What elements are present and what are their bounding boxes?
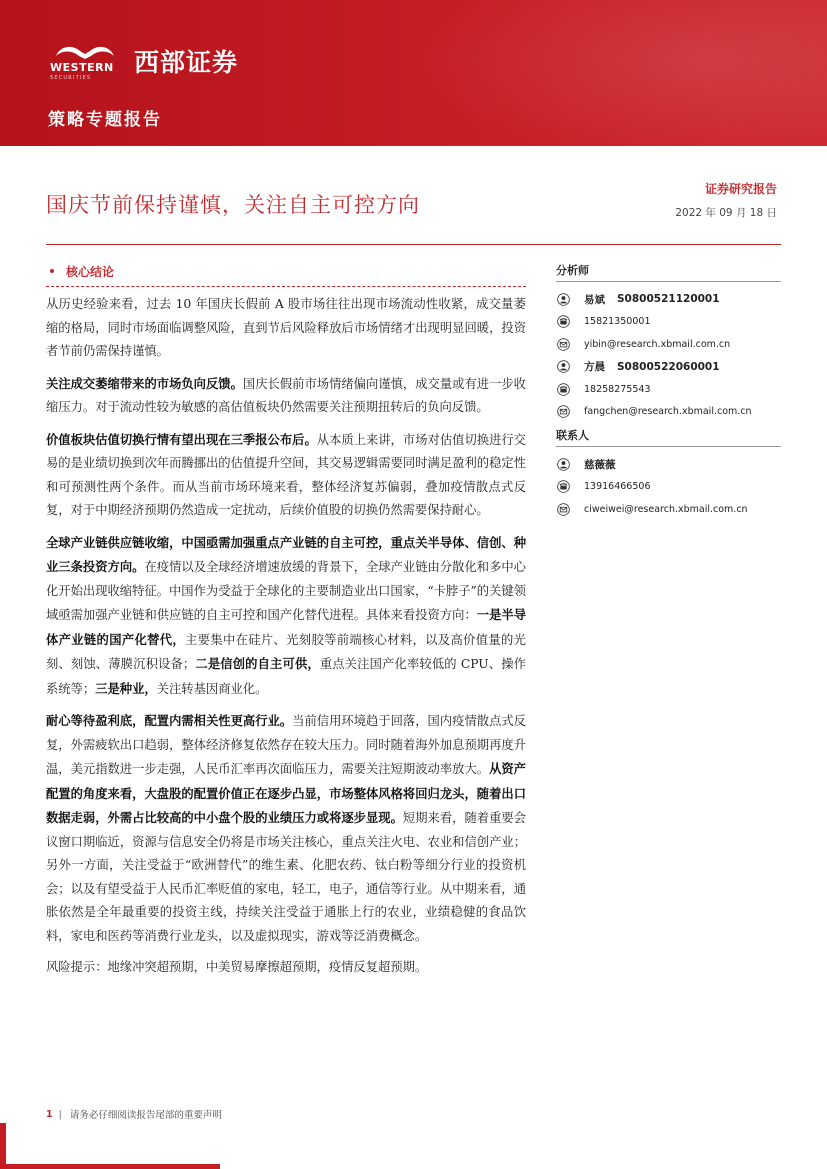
- analyst-2-name-row: [556, 356, 781, 379]
- footer-accent-line: [0, 1164, 220, 1169]
- doc-type-label: 证券研究报告: [704, 182, 777, 196]
- footer-note: 请务必仔细阅读报告尾部的重要声明: [69, 1110, 222, 1121]
- sidebar-contacts: [556, 262, 781, 521]
- bull-horns-icon: [50, 42, 120, 62]
- analyst-2-email-row: [556, 401, 781, 424]
- paragraph-4-point-3: 三是种业，: [95, 680, 157, 696]
- paragraph-2-body: 国庆长假前市场情绪偏向谨慎，成交量或有进一步收缩压力。对于流动性较为敏感的高估值板块仍然需要关注预期扭转后的负向反馈。: [46, 376, 526, 414]
- paragraph-4-text-e: 重点关注国产化率较低的 CPU、操作系统等；: [46, 657, 526, 696]
- person-icon: [556, 292, 570, 306]
- page-footer: [46, 1107, 222, 1121]
- analyst-heading: 分析师: [556, 262, 781, 282]
- paragraph-3-lead: 价值板块估值切换行情有望出现在三季报公布后。: [46, 431, 317, 447]
- page-title: 国庆节前保持谨慎，关注自主可控方向: [46, 193, 420, 217]
- contact-1-phone-row: [556, 476, 781, 499]
- paragraph-3-body: 从本质上来讲，市场对估值切换进行交易的是业绩切换到次年而腾挪出的估值提升空间，其交易逻辑需要同时满足盈利的稳定性和可预测性两个条件。而从当前市场环境来看，整体经济复苏偏弱，叠加疫情散点式反复，对于中期经济预期仍然造成一定扰动，后续价值股的切换仍然需要保持耐心。: [46, 432, 526, 517]
- contact-heading: 联系人: [556, 427, 781, 447]
- paragraph-1: 从历史经验来看，过去 10 年国庆长假前 A 股市场往往出现市场流动性收紧，成交量萎缩的格局，同时市场面临调整风险，直到节后风险释放后市场情绪才出现明显回暖，投资者节前仍需保持谨慎。: [46, 297, 526, 358]
- title-divider: [46, 244, 781, 245]
- mail-icon: [556, 405, 570, 419]
- main-body: [46, 262, 526, 980]
- report-type: 策略专题报告: [48, 110, 162, 130]
- contact-1-phone: 13916466506: [584, 481, 651, 493]
- paragraph-4-point-1: 一是半导体产业链的国产化替代，: [46, 607, 526, 647]
- phone-icon: [556, 480, 570, 494]
- footer-accent-bar: [0, 1123, 6, 1169]
- analyst-2-email[interactable]: fangchen@research.xbmail.com.cn: [584, 406, 752, 418]
- section-heading: [46, 262, 526, 280]
- paragraph-4-lead: 全球产业链供应链收缩，中国亟需加强重点产业链的自主可控，重点关半导体、信创、种业三条投资方向。: [46, 534, 526, 574]
- risk-note: 风险提示：地缘冲突超预期，中美贸易摩擦超预期，疫情反复超预期。: [46, 960, 428, 974]
- analyst-2-cert: S0800522060001: [617, 360, 720, 373]
- paragraph-4-text-a: 在疫情以及全球经济增速放缓的背景下，全球产业链由分散化和多中心化开始出现收缩特征。中国作为受益于全球化的主要制造业出口国家，“卡脖子”的关键领域亟需加强产业链和供应链的自主可控和国产化替代进程。具体来看投资方向：: [46, 560, 526, 622]
- page-number: 1: [46, 1108, 53, 1120]
- paragraph-4-text-g: 关注转基因商业化。: [156, 681, 268, 696]
- section-heading-text: 核心结论: [66, 264, 115, 279]
- logo-subtitle: SECURITIES: [50, 75, 92, 81]
- paragraph-5-lead: 耐心等待盈利底，配置内需相关性更高行业。: [46, 713, 293, 728]
- analyst-1-phone-row: [556, 311, 781, 334]
- contact-1-email[interactable]: ciweiwei@research.xbmail.com.cn: [584, 503, 748, 515]
- logo-chinese: 西部证券: [134, 48, 239, 77]
- analyst-2-name: 方晨: [584, 361, 605, 374]
- footer-separator: |: [58, 1108, 62, 1120]
- paragraph-4: [46, 531, 526, 702]
- analyst-1-email[interactable]: yibin@research.xbmail.com.cn: [584, 338, 731, 350]
- logo-english: WESTERN: [50, 61, 114, 74]
- analyst-1-cert: S0800521120001: [617, 293, 720, 306]
- phone-icon: [556, 382, 570, 396]
- section-divider: [46, 286, 526, 287]
- analyst-1-email-row: [556, 333, 781, 356]
- analyst-1-name-row: [556, 288, 781, 311]
- contact-1-name: 慈薇薇: [584, 458, 616, 471]
- person-icon: [556, 457, 570, 471]
- logo-mark: [50, 42, 120, 80]
- doc-date: 2022 年 09 月 18 日: [675, 207, 777, 219]
- person-icon: [556, 360, 570, 374]
- paragraph-2-lead: 关注成交萎缩带来的市场负向反馈。: [46, 375, 243, 391]
- contact-1-name-row: [556, 453, 781, 476]
- paragraph-4-point-2: 二是信创的自主可供，: [195, 656, 320, 671]
- paragraph-5: [46, 709, 526, 948]
- mail-icon: [556, 337, 570, 351]
- analyst-1-phone: 15821350001: [584, 316, 651, 328]
- paragraph-5-text-a: 当前信用环境趋于回落，国内疫情散点式反复，外需疲软出口趋弱，整体经济修复依然存在较大压力。同时随着海外加息预期再度升温，美元指数进一步走强，人民币汇率再次面临压力，需要关注短期波动率放大。: [46, 714, 526, 776]
- paragraph-3: [46, 428, 526, 523]
- header-decoration: [347, 0, 827, 146]
- paragraph-2: [46, 372, 526, 420]
- paragraph-5-highlight: 从资产配置的角度来看，大盘股的配置价值正在逐步凸显，市场整体风格将回归龙头，随着出口数据走弱，外需占比较高的中小盘个股的业绩压力或将逐步显现。: [46, 761, 526, 825]
- paragraph-4-text-c: 主要集中在硅片、光刻胶等前端核心材料，以及高价值量的光刻、刻蚀、薄膜沉积设备；: [46, 632, 526, 671]
- paragraph-5-text-c: 短期来看，随着重要会议窗口期临近，资源与信息安全仍将是市场关注核心，重点关注火电、农业和信创产业；另外一方面，关注受益于“欧洲替代”的维生素、化肥农药、钛白粉等细分行业的投资机会；以及有望受益于人民币汇率贬值的家电，轻工，电子，通信等行业。从中期来看，通胀依然是全年最重要的投资主线，持续关注受益于通胀上行的农业，业绩稳健的食品饮料，家电和医药等消费行业龙头，以及虚拟现实，游戏等泛消费概念。: [46, 811, 526, 943]
- bullet-icon: [50, 269, 54, 273]
- analyst-2-phone: 18258275543: [584, 383, 651, 395]
- header-band: [0, 0, 827, 146]
- mail-icon: [556, 502, 570, 516]
- analyst-2-phone-row: [556, 378, 781, 401]
- contact-1-email-row: [556, 498, 781, 521]
- phone-icon: [556, 315, 570, 329]
- company-logo: [50, 42, 238, 80]
- analyst-1-name: 易斌: [584, 293, 605, 306]
